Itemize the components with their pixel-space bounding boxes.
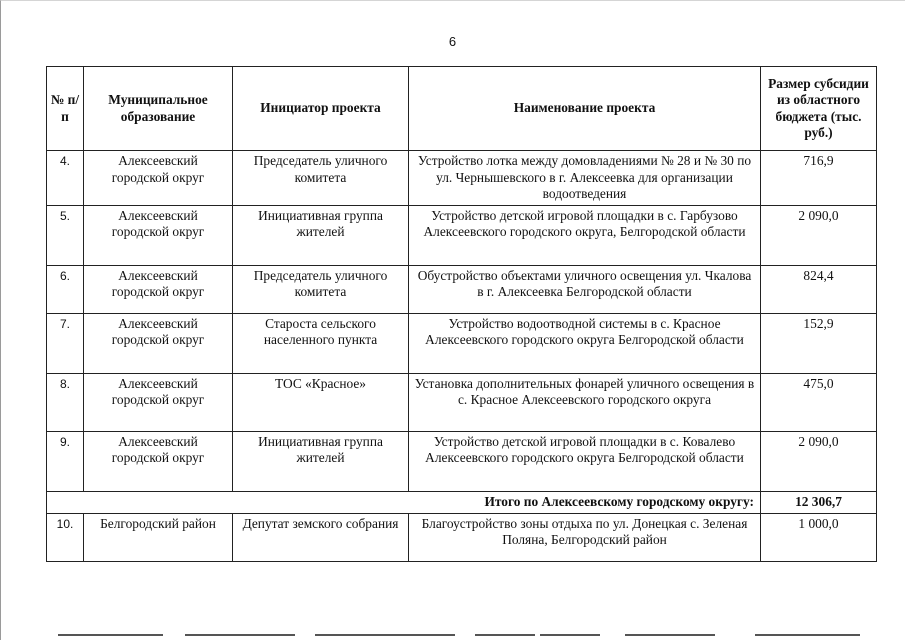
municipality-cell: Алексеевский городской округ — [84, 151, 233, 206]
page-number: 6 — [448, 34, 457, 49]
row-number: 10. — [47, 513, 84, 561]
project-cell: Установка дополнительных фонарей уличного освещения в с. Красное Алексеевского городского округа — [409, 373, 761, 431]
municipality-cell: Алексеевский городской округ — [84, 431, 233, 491]
initiator-cell: ТОС «Красное» — [233, 373, 409, 431]
municipality-cell: Белгородский район — [84, 513, 233, 561]
footer-rule — [540, 634, 600, 636]
footer-rule — [185, 634, 295, 636]
amount-cell: 152,9 — [761, 313, 877, 373]
row-number: 8. — [47, 373, 84, 431]
header-municipality: Муниципальное образование — [84, 67, 233, 151]
project-cell: Устройство детской игровой площадки в с. Гарбузово Алексеевского городского округа, Белгородской области — [409, 205, 761, 265]
table-row — [47, 265, 877, 313]
initiator-cell: Депутат земского собрания — [233, 513, 409, 561]
initiator-cell: Председатель уличного комитета — [233, 151, 409, 206]
municipality-cell: Алексеевский городской округ — [84, 265, 233, 313]
subsidy-table — [46, 66, 877, 562]
initiator-cell: Староста сельского населенного пункта — [233, 313, 409, 373]
municipality-cell: Алексеевский городской округ — [84, 373, 233, 431]
footer-rule — [315, 634, 455, 636]
footer-rule — [755, 634, 860, 636]
table-row — [47, 205, 877, 265]
row-number: 5. — [47, 205, 84, 265]
header-initiator: Инициатор проекта — [233, 67, 409, 151]
total-row — [47, 491, 877, 513]
municipality-cell: Алексеевский городской округ — [84, 313, 233, 373]
footer-rule — [58, 634, 163, 636]
initiator-cell: Председатель уличного комитета — [233, 265, 409, 313]
initiator-cell: Инициативная группа жителей — [233, 431, 409, 491]
footer-rule — [475, 634, 535, 636]
project-cell: Устройство водоотводной системы в с. Красное Алексеевского городского округа Белгородской области — [409, 313, 761, 373]
initiator-cell: Инициативная группа жителей — [233, 205, 409, 265]
project-cell: Устройство лотка между домовладениями № 28 и № 30 по ул. Чернышевского в г. Алексеевка для организации водоотведения — [409, 151, 761, 206]
header-project: Наименование проекта — [409, 67, 761, 151]
total-label: Итого по Алексеевскому городскому округу: — [47, 491, 761, 513]
project-cell: Благоустройство зоны отдыха по ул. Донецкая с. Зеленая Поляна, Белгородский район — [409, 513, 761, 561]
row-number: 9. — [47, 431, 84, 491]
amount-cell: 1 000,0 — [761, 513, 877, 561]
table-row — [47, 513, 877, 561]
total-amount: 12 306,7 — [761, 491, 877, 513]
header-num: № п/п — [47, 67, 84, 151]
footer-rule — [625, 634, 715, 636]
table-row — [47, 373, 877, 431]
amount-cell: 475,0 — [761, 373, 877, 431]
municipality-cell: Алексеевский городской округ — [84, 205, 233, 265]
table-row — [47, 151, 877, 206]
table-row — [47, 431, 877, 491]
table-header-row — [47, 67, 877, 151]
amount-cell: 716,9 — [761, 151, 877, 206]
project-cell: Устройство детской игровой площадки в с. Ковалево Алексеевского городского округа Белгородской области — [409, 431, 761, 491]
header-subsidy: Размер субсидии из областного бюджета (тыс. руб.) — [761, 67, 877, 151]
row-number: 6. — [47, 265, 84, 313]
amount-cell: 2 090,0 — [761, 431, 877, 491]
row-number: 4. — [47, 151, 84, 206]
table-row — [47, 313, 877, 373]
amount-cell: 2 090,0 — [761, 205, 877, 265]
row-number: 7. — [47, 313, 84, 373]
amount-cell: 824,4 — [761, 265, 877, 313]
project-cell: Обустройство объектами уличного освещения ул. Чкалова в г. Алексеевка Белгородской области — [409, 265, 761, 313]
